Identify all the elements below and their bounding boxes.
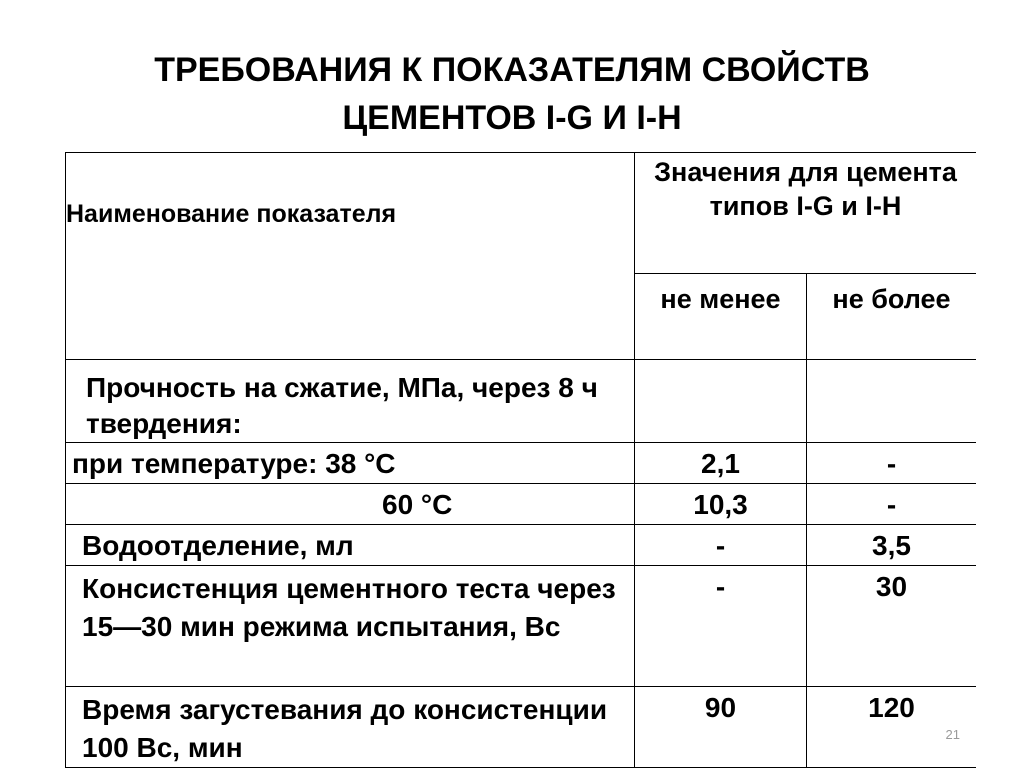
- row-min: [635, 360, 806, 364]
- page-number: 21: [945, 727, 960, 742]
- row-min: 2,1: [701, 448, 740, 479]
- header-max: [807, 274, 977, 360]
- slide-title: [0, 46, 1024, 142]
- row-name-cell: [66, 443, 635, 484]
- slide-title-line-2: ЦЕМЕНТОВ I-G И I-H: [342, 99, 682, 137]
- row-min-cell: [635, 525, 807, 566]
- header-indicator-name: [66, 153, 635, 360]
- header-min-label: не менее: [660, 284, 781, 315]
- row-max: 120: [868, 692, 915, 723]
- requirements-table-container: [65, 152, 976, 768]
- row-name: Водоотделение, мл: [82, 530, 354, 561]
- row-min: -: [715, 530, 726, 561]
- table-row: [66, 687, 977, 768]
- row-name: при температуре: 38 °C: [72, 448, 396, 479]
- requirements-table: [65, 152, 976, 768]
- row-max: [807, 360, 976, 364]
- row-max-cell: [807, 360, 977, 443]
- table-row: [66, 484, 977, 525]
- row-max-cell: [807, 566, 977, 687]
- row-name: Время загустевания до консистенции 100 Вс, мин: [82, 694, 608, 763]
- row-min: 90: [704, 692, 737, 723]
- row-max-cell: [807, 484, 977, 525]
- row-max: -: [886, 489, 897, 520]
- row-max: -: [886, 448, 897, 479]
- row-name: Консистенция цементного теста через 15—30 мин режима испытания, Вс: [82, 573, 616, 642]
- header-values-label: Значения для цемента типов I-G и I-H: [654, 157, 957, 221]
- row-min: -: [715, 571, 726, 602]
- table-header-row: [66, 153, 977, 274]
- slide-title-line-1: ТРЕБОВАНИЯ К ПОКАЗАТЕЛЯМ СВОЙСТВ: [154, 51, 870, 89]
- row-min-cell: [635, 360, 807, 443]
- row-min: 10,3: [693, 489, 748, 520]
- row-name-cell: [66, 484, 635, 525]
- row-max-cell: [807, 525, 977, 566]
- row-name-cell: [66, 566, 635, 687]
- row-max: 30: [875, 571, 908, 602]
- row-name-cell: [66, 360, 635, 443]
- row-name-cell: [66, 687, 635, 768]
- row-name: Прочность на сжатие, МПа, через 8 ч твердения:: [86, 372, 598, 439]
- row-max: 3,5: [872, 530, 911, 561]
- table-row: [66, 443, 977, 484]
- row-name: 60 °C: [382, 489, 453, 520]
- row-name-cell: [66, 525, 635, 566]
- header-values: [635, 153, 977, 274]
- table-row: [66, 566, 977, 687]
- header-indicator-name-label: Наименование показателя: [66, 200, 397, 228]
- row-min-cell: [635, 484, 807, 525]
- header-min: [635, 274, 807, 360]
- table-row: [66, 360, 977, 443]
- row-max-cell: [807, 443, 977, 484]
- row-min-cell: [635, 687, 807, 768]
- header-max-label: не более: [832, 284, 951, 315]
- row-min-cell: [635, 566, 807, 687]
- table-row: [66, 525, 977, 566]
- row-min-cell: [635, 443, 807, 484]
